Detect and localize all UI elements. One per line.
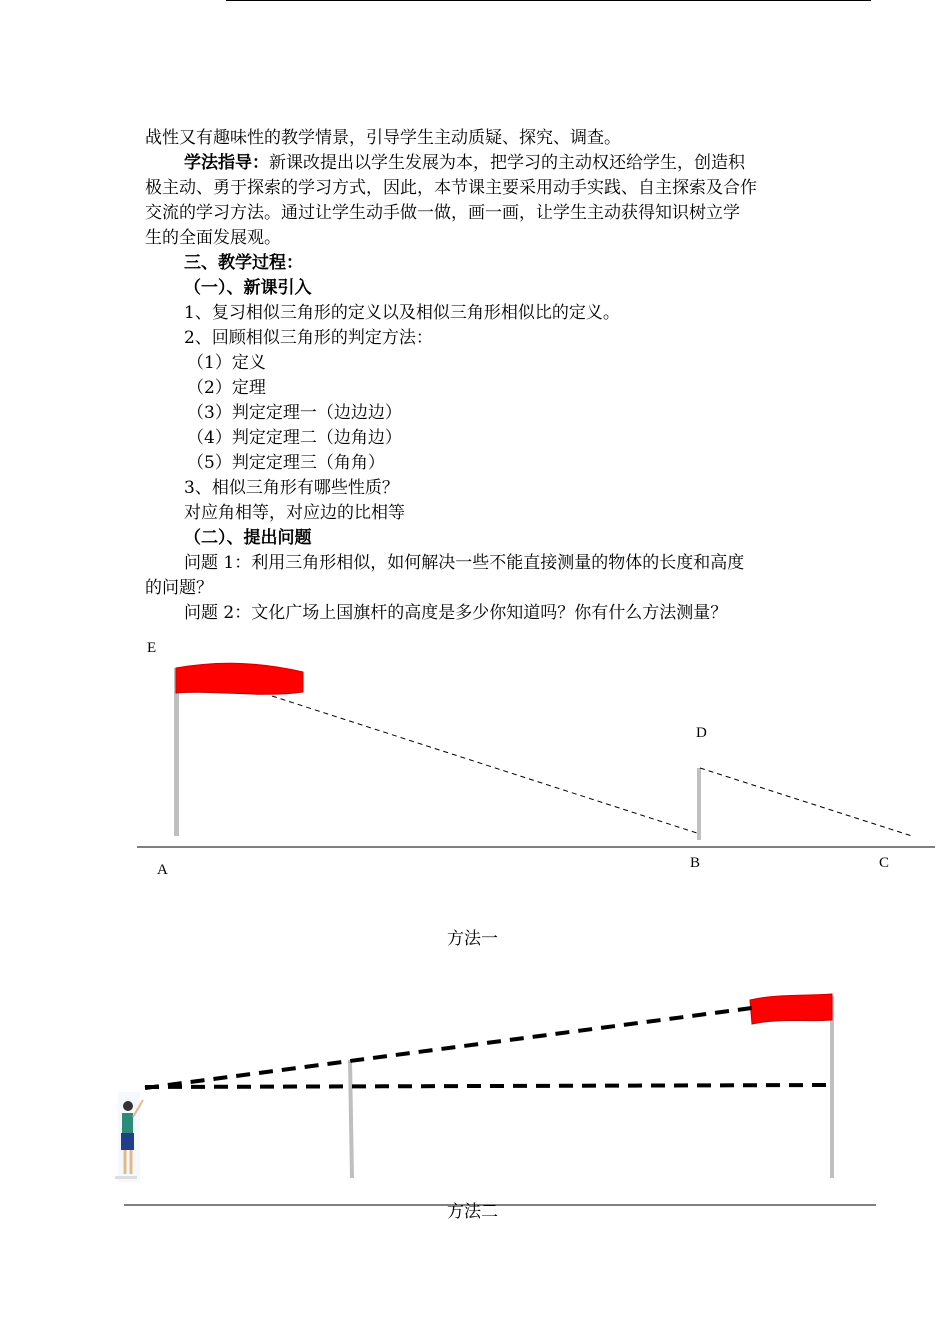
label-C: C bbox=[879, 855, 890, 871]
shadow-line bbox=[700, 768, 912, 836]
sight-line bbox=[272, 696, 700, 834]
list-item: （3）判定定理一（边边边） bbox=[187, 403, 402, 423]
flag-pole-2 bbox=[830, 996, 834, 1178]
paragraph-line: 交流的学习方法。通过让学生动手做一做，画一画，让学生主动获得知识树立学 bbox=[145, 203, 740, 223]
figure-2-caption: 方法二 bbox=[447, 1202, 498, 1222]
paragraph-line: 战性又有趣味性的教学情景，引导学生主动质疑、探究、调查。 bbox=[145, 128, 621, 148]
subsection-heading-text: （一）、新课引入 bbox=[184, 278, 312, 298]
subsection-heading-text: （二）、提出问题 bbox=[184, 528, 312, 548]
observer-icon bbox=[115, 1092, 143, 1182]
list-item: 1、复习相似三角形的定义以及相似三角形相似比的定义。 bbox=[184, 303, 620, 323]
list-item: 3、相似三角形有哪些性质？ bbox=[184, 478, 399, 498]
flag-icon-2 bbox=[750, 994, 832, 1024]
answer-line: 对应角相等，对应边的比相等 bbox=[184, 503, 405, 523]
question-2: 问题 2：文化广场上国旗杆的高度是多少你知道吗？你有什么方法测量？ bbox=[184, 603, 728, 623]
question-1-cont: 的问题？ bbox=[145, 578, 213, 598]
stick-2 bbox=[350, 1060, 352, 1178]
sight-line-2 bbox=[145, 1008, 752, 1088]
label-D: D bbox=[696, 725, 707, 741]
label-E: E bbox=[147, 640, 157, 656]
label-B: B bbox=[690, 855, 701, 871]
study-method-text: 新课改提出以学生发展为本，把学习的主动权还给学生，创造积 bbox=[269, 153, 745, 173]
section-heading-text: 三、教学过程： bbox=[184, 253, 303, 273]
label-A: A bbox=[157, 862, 168, 878]
flag-icon bbox=[176, 663, 303, 694]
figure-1-caption: 方法一 bbox=[447, 929, 498, 949]
study-method-heading: 学法指导： bbox=[184, 153, 269, 173]
stick bbox=[697, 768, 701, 840]
list-item: （5）判定定理三（角角） bbox=[187, 453, 385, 473]
list-item: 2、回顾相似三角形的判定方法： bbox=[184, 328, 433, 348]
paragraph-line: 极主动、勇于探索的学习方式，因此，本节课主要采用动手实践、自主探索及合作 bbox=[145, 178, 757, 198]
list-item: （4）判定定理二（边角边） bbox=[187, 428, 402, 448]
paragraph-line: 生的全面发展观。 bbox=[145, 228, 281, 248]
list-item: （2）定理 bbox=[187, 378, 266, 398]
level-line-2 bbox=[145, 1085, 830, 1087]
list-item: （1）定义 bbox=[187, 353, 266, 373]
question-1: 问题 1：利用三角形相似，如何解决一些不能直接测量的物体的长度和高度 bbox=[184, 553, 745, 573]
